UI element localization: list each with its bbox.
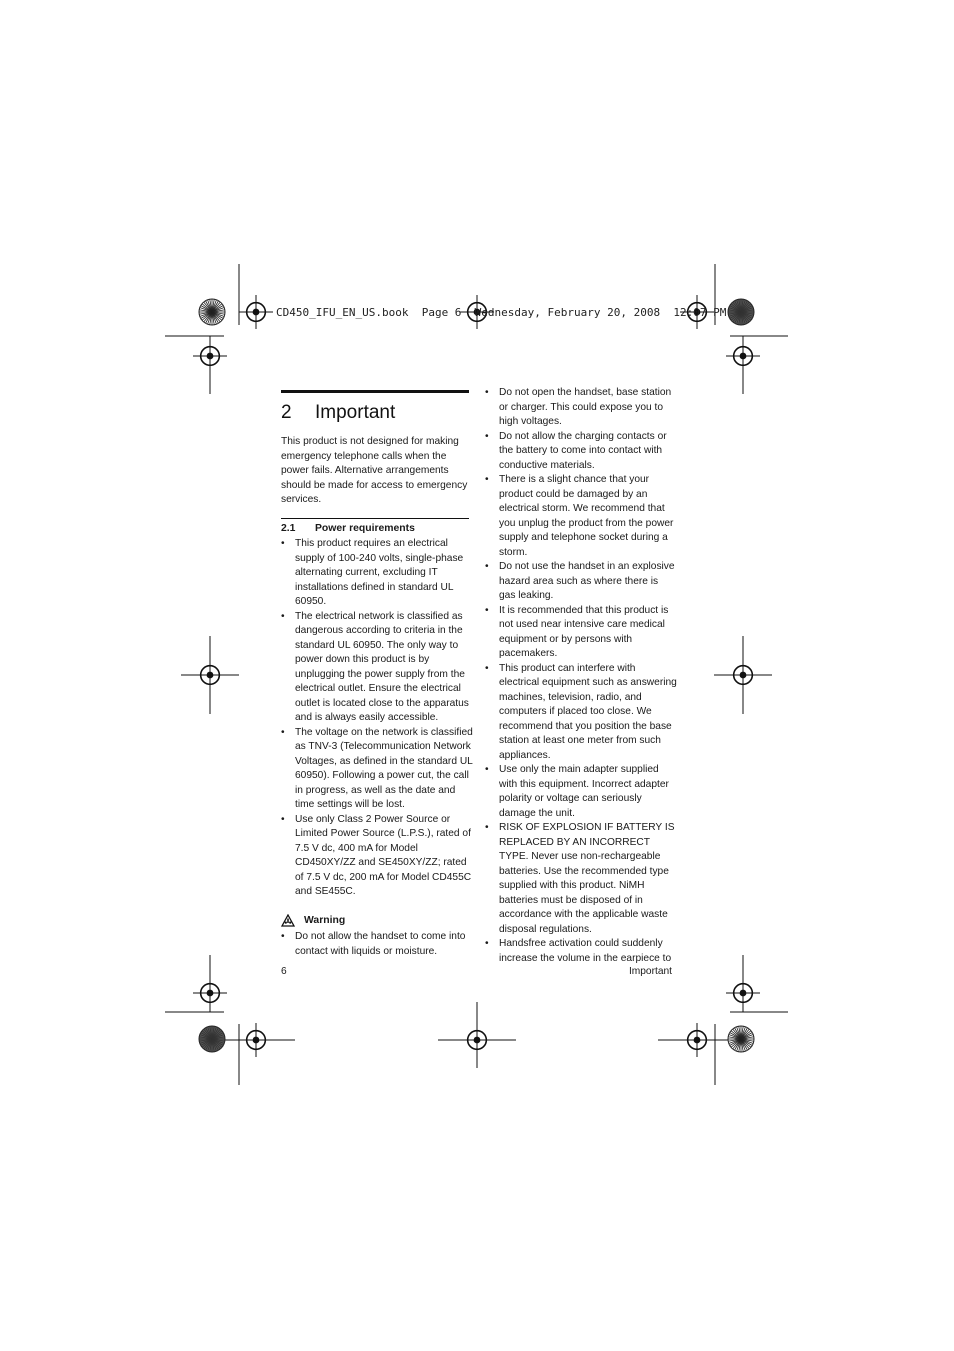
chapter-number: 2: [281, 402, 292, 423]
section-number: 2.1: [281, 523, 296, 534]
chapter-heading: [281, 402, 395, 424]
list-item: • There is a slight chance that your product could be damaged by an electrical storm. We recommend that you unplug the product from the power supply and telephone socket during a storm.: [485, 473, 677, 560]
list-item: • Do not allow the handset to come into contact with liquids or moisture.: [281, 930, 473, 959]
warning-title: Warning: [304, 915, 346, 926]
list-item: • It is recommended that this product is not used near intensive care medical equipment or by persons with pacemakers.: [485, 604, 677, 662]
warning-list: [281, 930, 473, 959]
safety-list: [485, 386, 677, 966]
section-title: Power requirements: [315, 523, 415, 534]
registration-mark-icon: [239, 295, 273, 329]
list-item: • Do not allow the charging contacts or the battery to come into contact with conductive materials.: [485, 430, 677, 474]
list-item: • The electrical network is classified as dangerous according to criteria in the standard UL 60950. The only way to power down this product is by unplugging the power supply from the electrical outlet. Ensure the electrical outlet is located close to the apparatus and is always easily accessible.: [281, 610, 473, 726]
list-item: • Do not open the handset, base station or charger. This could expose you to high voltages.: [485, 386, 677, 430]
list-item: • Use only the main adapter supplied with this equipment. Incorrect adapter polarity or voltage can seriously damage the unit.: [485, 763, 677, 821]
list-item: • This product can interfere with electrical equipment such as answering machines, television, radio, and computers if placed too close. We recommend that you position the base station at least one meter from such appliances.: [485, 662, 677, 764]
print-slug-line: CD450_IFU_EN_US.book Page 6 Wednesday, February 20, 2008 12:07 PM: [276, 306, 727, 319]
warning-triangle-icon: [281, 914, 295, 927]
page-number: 6: [281, 966, 287, 977]
chapter-title: Important: [315, 402, 396, 423]
color-calibration-target-icon: [728, 1026, 754, 1052]
list-item: • Use only Class 2 Power Source or Limited Power Source (L.P.S.), rated of 7.5 V dc, 400 mA for Model CD450XY/ZZ and SE450XY/ZZ; rated of 7.5 V dc, 200 mA for Model CD455C and SE455C.: [281, 813, 473, 900]
list-item: • Handsfree activation could suddenly increase the volume in the earpiece to: [485, 937, 677, 966]
warning-heading: [281, 914, 345, 927]
list-item: • Do not use the handset in an explosive hazard area such as where there is gas leaking.: [485, 560, 677, 604]
section-heading: [281, 523, 415, 534]
list-item: • RISK OF EXPLOSION IF BATTERY IS REPLACED BY AN INCORRECT TYPE. Never use non-rechargeable batteries. Use the recommended type supplied with this product. NiMH batteries must be disposed of in accordance with the applicable waste disposal regulations.: [485, 821, 677, 937]
intro-paragraph: This product is not designed for making emergency telephone calls when the power fails. Alternative arrangements should be made for access to emergency services.: [281, 436, 468, 505]
list-item: • The voltage on the network is classified as TNV-3 (Telecommunication Network Voltages, as defined in the standard UL 60950). Following a power cut, the call in progress, as well as the date and time settings will be lost.: [281, 726, 473, 813]
chapter-rule: [281, 390, 469, 393]
color-calibration-target-icon: [199, 299, 225, 325]
footer-section-name: Important: [628, 966, 672, 977]
list-item: • This product requires an electrical supply of 100-240 volts, single-phase alternating current, excluding IT installations defined in standard UL 60950.: [281, 537, 473, 610]
power-requirements-list: [281, 537, 473, 900]
section-rule: [281, 518, 469, 519]
color-calibration-target-icon: [199, 1026, 225, 1052]
color-calibration-target-icon: [728, 299, 754, 325]
